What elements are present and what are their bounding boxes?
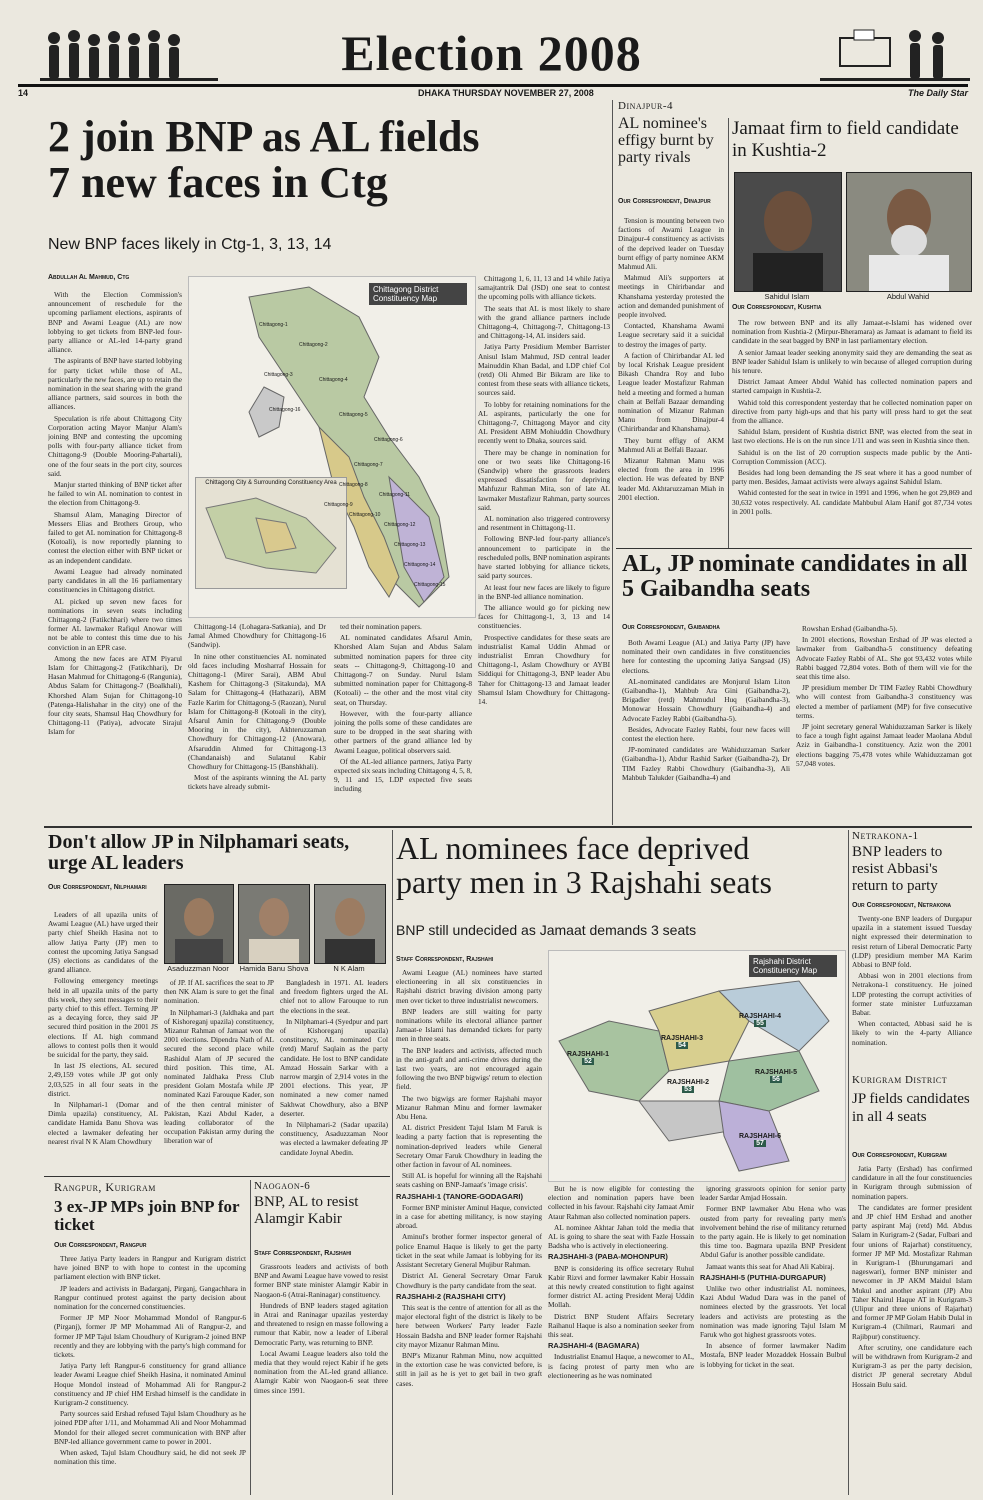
section-divider bbox=[44, 1176, 390, 1177]
paragraph: In Nilphamari-4 (Syedpur and part of Kishoreganj upazila) constituency, AL nominated Col (retd) Maruf Saqlain as the party candidate. He lost to BNP candidate Amzad Hossain Sarkar with a narrow margin of 2,914 votes in the 2001 elections. This year, JP nominated a new comer named Sakhwat Chowdhury, also a BNP deserter. bbox=[280, 1016, 388, 1118]
rajshahi-map-label-name: RAJSHAHI-6 bbox=[739, 1133, 782, 1140]
ctg-column-4 bbox=[478, 274, 610, 825]
paragraph: AL picked up seven new faces for nominations in seven seats including Chittagong-2 (Fatikchhari) where two times former AL lawmaker Rafiqul Anowar will not be able to contest this time due to his conviction in an EPR case. bbox=[48, 596, 182, 652]
rajshahi-map-label-name: RAJSHAHI-1 bbox=[567, 1051, 610, 1058]
paragraph: At least four new faces are likely to figure in the BNP-led alliance nomination. bbox=[478, 582, 610, 601]
subhead: RAJSHAHI-4 (BAGMARA) bbox=[548, 1341, 640, 1351]
column-divider bbox=[250, 1180, 251, 1495]
nilphamari-column-3 bbox=[280, 978, 388, 1172]
paragraph: Former BNP lawmaker Abu Hena who was ousted from party for revealing party men's involvement behind the rise of militancy returned to the party again. He is likely to get nomination this time too. Bagmara upazila BNP President Abdul Gafur is another possible candidate. bbox=[700, 1204, 846, 1260]
rajshahi-map-label-name: RAJSHAHI-2 bbox=[667, 1079, 710, 1086]
ctg-map-label: Chittagong-8 bbox=[339, 482, 368, 488]
paragraph: In nine other constituencies AL nominated old faces including Mosharraf Hossain for Chittagong-1 (Mirer Sarai), ABM Abul Kashem for Chittagong-3 (Sitakunda), MA Salam for Chittagong-4 (Hathazari), ABM Fazle Karim for Chittagong-5 (Raozan), Nurul Islam for Chittagong-8 (Kotoali in the city), Afsarul Amin for Chittagong-9 (Double Mooring in the city), Akhteruzzaman Chowdhury for Chittagong-12 (Anowara), Afsaruddin Ahmed for Chittagong-13 (Chandanaish) and Sulatanul Kabir Chowdhury for Chittagong-15 (Banshkhali). bbox=[188, 651, 326, 772]
ctg-map-label: Chittagong-15 bbox=[414, 582, 446, 588]
rajshahi-constituency-map bbox=[548, 950, 846, 1182]
ctg-map-label: Chittagong-1 bbox=[259, 322, 288, 328]
ctg-map-label: Chittagong-5 bbox=[339, 412, 368, 418]
rajshahi-headline-line-2: party men in 3 Rajshahi seats bbox=[396, 863, 772, 900]
rajshahi-map-label bbox=[755, 1069, 797, 1083]
netrakona-kicker: Netrakona-1 bbox=[852, 830, 919, 842]
column-divider bbox=[392, 830, 393, 1495]
rajshahi-map-label bbox=[739, 1013, 781, 1027]
paragraph: Twenty-one BNP leaders of Durgapur upazila in a statement issued Tuesday night expressed their determination to resist return of Liberal Democratic Party (LDP) presidium member MA Karim Abbasi to BNP fold. bbox=[852, 914, 972, 970]
ctg-map-label: Chittagong-7 bbox=[354, 462, 383, 468]
paragraph: The seats that AL is most likely to share with the grand alliance partners include Chittagong-4, Chittagong-7, Chittagong-13 and Chittagong-14, AL insiders said. bbox=[478, 303, 610, 341]
paragraph: The BNP leaders and activists, affected much in the anti-graft and anti-crime drives during the last two years, are not encouraged again following the two BNP bigwigs' return to election field. bbox=[396, 1045, 542, 1092]
ctg-map-title: Chittagong District Constituency Map bbox=[369, 283, 467, 305]
rajshahi-map-label-number: 56 bbox=[772, 1076, 780, 1083]
column-divider bbox=[848, 830, 849, 1495]
paragraph: Chittagong-14 (Lohagara-Satkania), and Dr Jamal Ahmed Chowdhury for Chittagong-16 (Sandwip). bbox=[188, 622, 326, 650]
rajshahi-map-label-name: RAJSHAHI-4 bbox=[739, 1013, 782, 1020]
rajshahi-headline-line-1: AL nominees face deprived bbox=[396, 830, 750, 866]
paragraph: To lobby for retaining nominations for the AL aspirants, particularly the one for Chittagong-7, Chittagong Mayor and city AL President ABM Mohiuddin Chowdhury recently went to Dhaka, sources said. bbox=[478, 399, 610, 446]
gaibandha-column-1 bbox=[622, 638, 790, 824]
rajshahi-map-label-name: RAJSHAHI-5 bbox=[755, 1069, 798, 1076]
paragraph: Manjur started thinking of BNP ticket after he failed to win AL nomination to contest in the election from Chittagong-9. bbox=[48, 480, 182, 508]
paragraph: The two bigwigs are former Rajshahi mayor Mizanur Rahman Minu and former lawmaker Abu Hena. bbox=[396, 1093, 542, 1122]
paragraph: District Jamaat Ameer Abdul Wahid has collected nomination papers and started campaign in Kushtia-2. bbox=[732, 377, 972, 396]
ctg-headline-line-1: 2 join BNP as AL fields bbox=[48, 112, 480, 161]
paragraph: The alliance would go for picking new faces for Chittagong-1, 3, 13 and 14 constituencies. bbox=[478, 602, 610, 631]
column-divider bbox=[612, 100, 613, 825]
photo-abdul-wahid bbox=[846, 172, 972, 292]
paragraph: Awami League (AL) nominees have started electioneering in all six constituencies in Rajshahi district braving division among party men over ticket to three industrialist newcomers. bbox=[396, 968, 542, 1005]
rajshahi-map-label bbox=[661, 1035, 703, 1049]
paragraph: BNP leaders are still waiting for party nominations while its electoral alliance partner Jamaat-e Islami has demanded tickets for party men in three seats. bbox=[396, 1006, 542, 1044]
paragraph: The row between BNP and its ally Jamaat-e-Islami has widened over nomination from Kushtia-2 (Mirpur-Bheramara) as Jamaat is adamant to field its candidate in the seat bagged by BNP in last parliamentary election. bbox=[732, 318, 972, 346]
paragraph: Leaders of all upazila units of Awami League (AL) have urged their party chief Sheikh Hasina not to allow Jatiya Party (JP) men to contest the upcoming Jatiya Sangsad (JS) elections as candidates of the grand alliance. bbox=[48, 910, 158, 975]
paragraph: Local Awami League leaders also told the media that they would reject Kabir if he gets nomination from the AL-led grand alliance. Alamgir Kabir won Naogaon-6 seat three times since 1991. bbox=[254, 1348, 388, 1395]
paragraph: Former BNP minister Aminul Haque, convicted in a case for abetting militancy, is now staying abroad. bbox=[396, 1202, 542, 1231]
ctg-map-label: Chittagong-10 bbox=[349, 512, 381, 518]
netrakona-byline: Our Correspondent, Netrakona bbox=[852, 902, 952, 909]
kurigram-kicker: Kurigram District bbox=[852, 1074, 948, 1086]
naogaon-kicker: Naogaon-6 bbox=[254, 1180, 311, 1192]
netrakona-body bbox=[852, 914, 972, 1070]
section-title: Election 2008 bbox=[341, 25, 642, 81]
paragraph: Jatia Party (Ershad) has confirmed candidature in all the four constituencies in Kurigram through submission of nomination papers. bbox=[852, 1164, 972, 1201]
paragraph: The candidates are former president and JP chief HM Ershad and another party aspirant Maj (retd) Md. Abdus Salam in Kurigram-2 (Sadar, Fulbari and four unions of Rajarhat) constituency, former JP MP Md. Mostafizar Rahman in Kurigram-1 (Bhurungamari and nageswari), former BNP minister and newcomer in JP AKM Maidul Islam Mukul and another aspirant (JP) Abu Taher Khairul Haque AT in Kurigram-3 (Ulipur and three unions of Rajarhat) and former JP MP Golam Habib Dulal in Kurigram-4 (Chilmari, Raumari and Rajibpur) constituency. bbox=[852, 1202, 972, 1341]
paragraph: After scrutiny, one candidature each will be withdrawn from Kurigram-2 and Kurigram-3 as per the party decision, district JP general secretary Abdul Hossain Bulu said. bbox=[852, 1342, 972, 1389]
paragraph: Party sources said Ershad refused Tajul Islam Choudhury as he joined PDP after 1/11, and Mohammad Ali and Noor Mohammad Mondol for their alleged secret communication with BNP after BNP-led alliance government came to power in 2001. bbox=[54, 1409, 246, 1446]
paragraph: Grassroots leaders and activists of both BNP and Awami League have vowed to resist former BNP state minister Alamgir Kabir in Naogaon-6 (Atrai-Raninagar) constituency. bbox=[254, 1262, 388, 1299]
paragraph: AL-nominated candidates are Monjurul Islam Liton (Gaibandha-1), Mahbub Ara Gini (Gaibandha-2), Brigadier (retd) Mahmudul Huq (Gaibandha-3), Monowar Hossain Chowdhury (Gaibandha-4) and Advocate Fazley Rabbi (Gaibandha-5). bbox=[622, 676, 790, 723]
paper-logo: The Daily Star bbox=[907, 88, 968, 98]
ctg-map-label: Chittagong-4 bbox=[319, 377, 348, 383]
rajshahi-column-2 bbox=[548, 1184, 694, 1495]
paragraph: But he is now eligible for contesting the election and nomination papers have been collected in his favour. Rajshahi city Jamaat Amir Ataur Rahman also collected nomination papers. bbox=[548, 1184, 694, 1221]
paragraph: BNP is considering its office secretary Ruhul Kabir Rizvi and former lawmaker Kabir Hossain at this newly created constitution to fight against former district AL acting President Meraj Uddin Mollah. bbox=[548, 1263, 694, 1310]
paragraph: AL district President Tajul Islam M Faruk is leading a party faction that is representing the nomination-deprived leaders while General Secretary Omar Faruk Chowdhury in leading the other faction in favour of AL nominees. bbox=[396, 1123, 542, 1170]
ctg-map-label: Chittagong-14 bbox=[404, 562, 436, 568]
rajshahi-map-label-number: 55 bbox=[756, 1020, 764, 1027]
dinajpur-headline: AL nominee's effigy burnt by party rivals bbox=[618, 115, 714, 166]
masthead-rule bbox=[18, 84, 968, 87]
ctg-map-label: Chittagong-12 bbox=[384, 522, 416, 528]
column-divider bbox=[728, 118, 729, 548]
subhead: RAJSHAHI-3 (PABA-MOHONPUR) bbox=[548, 1252, 668, 1262]
paragraph: Following BNP-led four-party alliance's announcement to participate in the rescheduled polls, BNP nomination aspirants have started lobbying for alliance tickets, said party sources. bbox=[478, 534, 610, 581]
rajshahi-map-label-name: RAJSHAHI-3 bbox=[661, 1035, 704, 1042]
subhead: RAJSHAHI-2 (RAJSHAHI CITY) bbox=[396, 1291, 506, 1301]
paragraph: Jatiya Party Presidium Member Barrister Anisul Islam Mahmud, JSD central leader Mainuddin Khan Badal, and LDP chief Col (retd) Oli Ahmed Bir Bikram are like to contest from these seats with alliance tickets, sources said. bbox=[478, 342, 610, 398]
page-number: 14 bbox=[18, 88, 29, 98]
paragraph: JP joint secretary general Wahiduzzaman Sarker is likely to face a tough fight against Jamaat leader Maolana Abdul Aziz in Gaibandha-1 constituency. Aziz won the 2001 elections bagging 75,478 votes while Wahiduzzaman got 57,048 votes. bbox=[796, 722, 972, 768]
paragraph: AL nominated candidates Afsarul Amin, Khorshed Alam Sujan and Abdus Salam submitted nomination papers for three city seats -- Chittagong-9, Chittagong-10 and Chittagong-7 on Sunday. Nurul Islam submitted nomination paper for Chittagong-8 (Kotoali) -- the other and the most vital city seat, on Thursday. bbox=[334, 633, 472, 707]
paragraph: Chittagong 1, 6, 11, 13 and 14 while Jatiya samajtantrik Dal (JSD) one seat to contest the upcoming polls with alliance tickets. bbox=[478, 274, 610, 302]
ctg-map-label: Chittagong-13 bbox=[394, 542, 426, 548]
portrait-graphic bbox=[315, 885, 385, 963]
portrait-graphic bbox=[847, 173, 971, 291]
paragraph: of JP. If AL sacrifices the seat to JP then NK Alam is sure to get the final nomination. bbox=[164, 978, 274, 1006]
ctg-column-3 bbox=[334, 622, 472, 825]
rajshahi-column-1 bbox=[396, 968, 542, 1495]
subhead: RAJSHAHI-5 (PUTHIA-DURGAPUR) bbox=[700, 1272, 826, 1282]
naogaon-byline: Staff Correspondent, Rajshahi bbox=[254, 1250, 352, 1257]
rajshahi-map-label-number: 52 bbox=[584, 1058, 592, 1065]
jamaat-body bbox=[732, 318, 972, 548]
subhead: RAJSHAHI-1 (TANORE-GODAGARI) bbox=[396, 1191, 523, 1201]
paragraph: District BNP Student Affairs Secretary Raihanul Haque is also a nomination seeker from this seat. bbox=[548, 1311, 694, 1340]
paragraph: JP presidium member Dr TIM Fazley Rabbi Chowdhury who will contest from Gaibandha-3 constituency was elected a member of parliament (MP) for five consecutive terms. bbox=[796, 683, 972, 720]
paragraph: Wahid told this correspondent yesterday that he collected nomination paper on directive from party high-ups and that his party will press hard to get the seat from the alliance. bbox=[732, 397, 972, 426]
photo-nk-alam bbox=[314, 884, 386, 964]
rajshahi-column-3 bbox=[700, 1184, 846, 1495]
paragraph: In Nilphamari-2 (Sadar upazila) constituency, Asaduzzaman Noor was elected a lawmaker defeating JP candidate Joynal Abedin. bbox=[280, 1120, 388, 1157]
rajshahi-deck: BNP still undecided as Jamaat demands 3 seats bbox=[396, 922, 697, 938]
naogaon-body bbox=[254, 1262, 388, 1495]
caption-abdul-wahid: Abdul Wahid bbox=[886, 292, 930, 301]
rajshahi-map-label bbox=[567, 1051, 609, 1065]
paragraph: In absence of former lawmaker Nadim Mostafa, BNP leader Mozaddek Hossain Bulbul is lobbying for ticket in the seat. bbox=[700, 1341, 846, 1369]
paragraph: They burnt effigy of AKM Mahmud Ali at Belfali Bazaar. bbox=[618, 435, 724, 454]
paragraph: There may be change in nomination for one or two seats like Chittagong-16 (Sandwip) where the grassroots leaders expressed dissatisfaction for depriving Mahfuzur Rahman Mita, son of late AL lawmaker Mustafizur Rahman, party sources said. bbox=[478, 447, 610, 512]
dateline: DHAKA THURSDAY NOVEMBER 27, 2008 bbox=[418, 88, 594, 98]
rajshahi-map-label-number: 53 bbox=[684, 1086, 692, 1093]
paragraph: In 2001 elections, Rowshan Ershad of JP was elected a lawmaker from Gaibandha-5 constituency defeating Advocate Fazley Rabbi of AL. She got 93,432 votes while Rabbi bagged 72,804 votes. Both of them will vie for the seat this time also. bbox=[796, 635, 972, 682]
ctg-map-label: Chittagong-6 bbox=[374, 437, 403, 443]
paragraph: Besides had long been demanding the JS seat where it has a good number of party men. Besides, Jamaat activists were always against Sahidul Islam. bbox=[732, 468, 972, 487]
paragraph: AL nomination also triggered controversy and resentment in Chittagong-11. bbox=[478, 514, 610, 533]
paragraph: District AL General Secretary Omar Faruk Chowdhury is the party candidate from the seat. bbox=[396, 1271, 542, 1290]
ctg-inset-title: Chittagong City & Surrounding Constituency Area bbox=[205, 480, 337, 486]
rangpur-headline: 3 ex-JP MPs join BNP for ticket bbox=[54, 1197, 240, 1234]
paragraph: Still AL is hopeful for winning all the Rajshahi seats cashing on BNP-Jamaat's 'image crisis'. bbox=[396, 1171, 542, 1190]
paragraph: Mahmud Ali's supporters at meetings in Chirirbandar and Khanshama yesterday protested the action and demanded punishment of people involved. bbox=[618, 273, 724, 320]
ctg-city-inset-map bbox=[195, 477, 347, 589]
dinajpur-body bbox=[618, 216, 724, 546]
ctg-constituency-map bbox=[188, 276, 476, 618]
paragraph: Sahidul Islam, president of Kushtia district BNP, was elected from the seat in last two elections. He is on the run since 1/11 and was seen in Kushtia since then. bbox=[732, 427, 972, 446]
ctg-column-2 bbox=[188, 622, 326, 825]
paragraph: Industrialist Enamul Haque, a newcomer to AL, is facing protest of party men who are electioneering as he was nominated bbox=[548, 1352, 694, 1380]
rajshahi-byline: Staff Correspondent, Rajshahi bbox=[396, 956, 494, 963]
rajshahi-headline bbox=[396, 832, 846, 899]
paragraph: With the Election Commission's announcement of reschedule for the upcoming parliament elections, aspirants of BNP and Awami League (AL) are now lobbying to get tickets from BNP-led four-party alliance or AL-led 14-party grand alliance. bbox=[48, 290, 182, 355]
paragraph: Jamaat wants this seat for Ahad Ali Kabiraj. bbox=[706, 1261, 835, 1271]
paragraph: Tension is mounting between two factions of Awami League in Dinajpur-4 constituency as activists of the deprived leader on Tuesday burnt effigy of party nominee AKM Mahmud Ali. bbox=[618, 216, 724, 272]
ctg-headline-line-2: 7 new faces in Ctg bbox=[48, 158, 388, 208]
dinajpur-kicker: Dinajpur-4 bbox=[618, 100, 674, 112]
paragraph: Shamsul Alam, Managing Director of Messers Elias and Brothers Group, who failed to get AL nomination for Chittagong-8 (Kotoali), is now reportedly planning to contest the election either with BNP ticket or as an independent candidate. bbox=[48, 509, 182, 565]
paragraph: Besides, Advocate Fazley Rabbi, four new faces will contest the election here. bbox=[622, 724, 790, 744]
rangpur-body bbox=[54, 1254, 246, 1495]
photo-sahidul-islam bbox=[734, 172, 842, 292]
photo-hamida-banu-shova bbox=[238, 884, 310, 964]
ctg-map-label: Chittagong-3 bbox=[264, 372, 293, 378]
ctg-headline bbox=[48, 114, 608, 206]
paragraph: When asked, Tajul Islam Choudhury said, he did not seek JP nomination this time. bbox=[54, 1448, 246, 1467]
caption-sahidul-islam: Sahidul Islam bbox=[764, 292, 810, 301]
section-divider bbox=[616, 548, 972, 549]
paragraph: Abbasi won in 2001 elections from Netrakona-1 constituency. He joined LDP protesting the corrupt activities of former state minister Lutfuzzaman Babar. bbox=[852, 971, 972, 1018]
paragraph: Following emergency meetings held in all upazila units of the party this week, they sent messages to their party chief to this effect. Terming JP as a decaying force, they said JP secured third position in the 2001 JS elections. If AL high command allows to contest polls then it would be suicidal for the party, they said. bbox=[48, 976, 158, 1060]
paragraph: Bangladesh in 1971. AL leaders and freedom fighters urged the AL chief not to allow Farouque to run the elections in the seat. bbox=[280, 978, 388, 1015]
nilphamari-headline: Don't allow JP in Nilphamari seats, urge AL leaders bbox=[48, 831, 350, 874]
paragraph: Both Awami League (AL) and Jatiya Party (JP) have nominated their own candidates in five constituencies here for contesting the upcoming Jatiya Sangsad (JS) elections. bbox=[622, 638, 790, 675]
caption-nk-alam: N K Alam bbox=[333, 964, 365, 973]
paragraph: In last JS elections, AL secured 2,49,159 votes while JP got only 2,03,525 in all four seats in the district. bbox=[48, 1061, 158, 1098]
rajshahi-map-label-number: 54 bbox=[678, 1042, 686, 1049]
paragraph: Contacted, Khanshama Awami League secretary said it a suicidal to destroy the images of party. bbox=[618, 321, 724, 349]
paragraph: In Nilphamari-3 (Jaldhaka and part of Kishoreganj upazila) constituency, Mizanur Rahman of Jamaat won the 2001 elections. Dipendra Nath of AL secured the second place while Rashidul Alam of JP secured the third position. This time, AL nominated Jaldhaka Press Club president Golam Mostafa while JP nominated Kazi Farouque Kader, son of the then central minister of Pakistan, Kazi Abdul Kader, a leading collaborator of the occupation Pakistan army during the liberation war of bbox=[164, 1007, 274, 1146]
paragraph: Prospective candidates for these seats are industrialist Kamal Uddin Ahmad or industrialist Emran Chowdhury for Chittagong-1, Aslam Chowdhury or AYBI Siddiqui for Chittagong-3, BNP leader Abu Taher for Chittagong-13 and Jamaat leader Shamsul Islam Chowdhury for Chittagong-14. bbox=[478, 632, 610, 706]
rajshahi-map-label bbox=[739, 1133, 781, 1147]
ballot-box-illustration-right bbox=[820, 18, 970, 86]
paragraph: Most of the aspirants winning the AL party tickets have already submit- bbox=[188, 773, 326, 792]
paragraph: Among the new faces are ATM Piyarul Islam for Chittagong-2 (Fatikchhari), Dr Hasan Mahmud for Chittagong-6 (Rangunia), Abdus Salam for Chittagong-7 (Boalkhali), Khorshed Alam Sujan for Chittagong-10 (Patenga-Halishahar in the city) one of the four city seats, Shamsul Haq Chowdhury for Chittagong-11 (Patiya), advocate Sirajul Islam for bbox=[48, 653, 182, 737]
paragraph: Unlike two other industrialist AL nominees, Kazi Abdul Wadud Dara was in the panel of nominees elected by the grassroots. Yet local leaders and activists are protesting as the nomination was made ignoring Tajul Islam M Faruk who got highest grassroots votes. bbox=[700, 1284, 846, 1340]
portrait-graphic bbox=[735, 173, 841, 291]
rajshahi-map-title: Rajshahi District Constituency Map bbox=[749, 955, 837, 977]
paragraph: Awami League had already nominated party candidates in all the 16 parliamentary constituencies in Chittagong district. bbox=[48, 566, 182, 595]
nilphamari-column-1 bbox=[48, 910, 158, 1172]
paragraph: Sahidul is on the list of 20 corruption suspects made public by the Anti-Corruption Commission (ACC). bbox=[732, 447, 972, 466]
rajshahi-map-graphic bbox=[549, 951, 845, 1181]
netrakona-headline: BNP leaders to resist Abbasi's return to party bbox=[852, 844, 943, 894]
rangpur-kicker: Rangpur, Kurigram bbox=[54, 1180, 156, 1194]
nilphamari-column-2 bbox=[164, 978, 274, 1172]
paragraph: BNP's Mizanur Rahman Minu, now acquitted in the extortion case he was convicted before, is still in jail as he is yet to get bail in two graft cases. bbox=[396, 1350, 542, 1388]
paragraph: Wahid contested for the seat in twice in 1991 and 1996, when he got 29,869 and 30,632 votes respectively. AL candidate Mahbubul Alam Hanif got 87,734 votes in 2001 polls. bbox=[732, 488, 972, 516]
paragraph: ted their nomination papers. bbox=[340, 622, 422, 631]
paragraph: Three Jatiya Party leaders in Rangpur and Kurigram district have joined BNP to with hope to contest in the upcoming parliament election with BNP ticket. bbox=[54, 1254, 246, 1282]
jamaat-headline: Jamaat firm to field candidate in Kushtia-2 bbox=[732, 118, 959, 161]
caption-asaduzzaman-noor: Asaduzzman Noor bbox=[167, 964, 229, 973]
paragraph: JP-nominated candidates are Wahiduzzaman Sarker (Gaibandha-1), Abdur Rashid Sarker (Gaibandha-2), Dr TIM Fazley Rabbi Chowdhury (Gaibandha-3), Ali Mahbub Talukder (Gaibandha-4) and bbox=[622, 745, 790, 782]
ctg-map-label: Chittagong-2 bbox=[299, 342, 328, 348]
paragraph: AL nominee Akhtar Jahan told the media that AL is going to share the seat with Fazle Hossain Badsha who is actively in electioneering. bbox=[548, 1222, 694, 1251]
ctg-map-label: Chittagong-9 bbox=[324, 502, 353, 508]
portrait-graphic bbox=[239, 885, 309, 963]
paragraph: Mizanur Rahman Manu was elected from the area in 1996 election. He was defeated by BNP leader Md. Akhtaruzzaman Miah in 2001 election. bbox=[618, 456, 724, 502]
paragraph: JP leaders and activists in Badarganj, Pirganj, Gangachhara in Rangpur continued protest against the party decision about nomination for the concerned constituencies. bbox=[54, 1283, 246, 1312]
ctg-column-1 bbox=[48, 290, 182, 825]
section-divider bbox=[44, 826, 972, 828]
paragraph: In Nilphamari-1 (Domar and Dimla upazila) constituency, AL candidate Hamida Banu Shova was elected a lawmaker defeating her nearest rival N K Alam Chowdhury bbox=[48, 1100, 158, 1146]
caption-hamida-banu-shova: Hamida Banu Shova bbox=[239, 964, 309, 973]
ctg-map-label: Chittagong-11 bbox=[379, 492, 411, 498]
jamaat-byline: Our Correspondent, Kushtia bbox=[732, 304, 822, 311]
rajshahi-map-label bbox=[667, 1079, 709, 1093]
kurigram-byline: Our Correspondent, Kurigram bbox=[852, 1152, 947, 1159]
dinajpur-byline: Our Correspondent, Dinajpur bbox=[618, 198, 711, 205]
naogaon-headline: BNP, AL to resist Alamgir Kabir bbox=[254, 1194, 359, 1227]
kurigram-headline: JP fields candidates in all 4 seats bbox=[852, 1091, 970, 1125]
rangpur-byline: Our Correspondent, Rangpur bbox=[54, 1242, 147, 1249]
gaibandha-headline: AL, JP nominate candidates in all 5 Gaibandha seats bbox=[622, 551, 968, 603]
paragraph: Aminul's brother former inspector general of police Enamul Haque is likely to get the party ticket in the seat while Jamaat is lobbying for its Assistant Secretary General Mujibur Rahman. bbox=[396, 1232, 542, 1270]
photo-asaduzzaman-noor bbox=[164, 884, 234, 964]
kurigram-body bbox=[852, 1164, 972, 1495]
gaibandha-column-2 bbox=[796, 624, 972, 824]
paragraph: Speculation is rife about Chittagong City Corporation acting Mayor Manjur Alam's joining BNP and contesting the upcoming polls with four-party alliance ticket from Chittagong-9 (Double Mooring-Pahartali), one of the four seats in the port city, sources said. bbox=[48, 413, 182, 478]
nilphamari-byline: Our Correspondent, Nilphamari bbox=[48, 884, 147, 891]
paragraph: A faction of Chirirbandar AL led by local Krishak League president Bikash Chandra Roy and Iubo League leader Mostafizur Rahman held a meeting and formed a human chain at Belfali Bazaar demanding nomination of Mizanur Rahman Manu from Dinajpur-4 (Chirirbandar and Khanshama). bbox=[618, 350, 724, 434]
paragraph: The aspirants of BNP have started lobbying for party ticket while those of AL, particularly the new faces, are up to retain the nomination in the seat sharing with the grand alliance partners, said sources in both the alliances. bbox=[48, 356, 182, 412]
gaibandha-byline: Our Correspondent, Gaibandha bbox=[622, 624, 720, 631]
paragraph: When contacted, Abbasi said he is likely to win the 4-party Alliance nomination. bbox=[852, 1019, 972, 1047]
ctg-deck: New BNP faces likely in Ctg-1, 3, 13, 14 bbox=[48, 236, 332, 253]
paragraph: Jatiya Party left Rangpur-6 constituency for grand alliance leader Awami League chief Sheikh Hasina, it nominated Aminul Hoque Mondol instead of Mohammad Ali for Rangpur-2 constituency and JP chief HM Ershad himself is the candidate in Kurigram-2 constituency. bbox=[54, 1361, 246, 1408]
ctg-byline: Abdullah Al Mahmud, Ctg bbox=[48, 274, 130, 281]
page-bar bbox=[18, 88, 968, 98]
paragraph: This seat is the centre of attention for all as the major electoral fight of the district is likely to be here between Workers' Party leader Fazle Hossain Badsha and BNP leader former Rajshahi city mayor Mizanur Rahman Minu. bbox=[396, 1302, 542, 1349]
paragraph: ignoring grassroots opinion for senior party leader Sardar Amjad Hossain. bbox=[700, 1184, 846, 1203]
paragraph: However, with the four-party alliance joining the polls some of these candidates are sure to be dropped in the seat sharing with other partners of the grand alliance led by Awami League, political observers said. bbox=[334, 708, 472, 755]
rajshahi-map-label-number: 57 bbox=[756, 1140, 764, 1147]
portrait-graphic bbox=[165, 885, 233, 963]
paragraph: Rowshan Ershad (Gaibandha-5). bbox=[802, 624, 898, 633]
paragraph: Of the AL-led alliance partners, Jatiya Party expected six seats including Chittagong 4, 5, 8, 9, 11 and 15, LDP expected five seats including bbox=[334, 756, 472, 794]
ctg-map-label: Chittagong-16 bbox=[269, 407, 301, 413]
paragraph: Former JP MP Noor Mohammad Mondol of Rangpur-6 (Pirganj), former JP MP Mohammad Ali of Rangpur-2, and former JP MP Tajul Islam Choudhury of Kurigram-2 joined BNP recently and they are lobbying with the party's high command for tickets. bbox=[54, 1313, 246, 1360]
paragraph: Hundreds of BNP leaders staged agitation in Atrai and Raninagar upazilas yesterday and threatened to resign en masse following a rumour that Kabir, now a leader of Liberal Democratic Party, was returning to BNP. bbox=[254, 1300, 388, 1347]
paragraph: A senior Jamaat leader seeking anonymity said they are demanding the seat as BNP leader Sahidul Islam is unlikely to win because of alleged corruption during his tenure. bbox=[732, 347, 972, 376]
